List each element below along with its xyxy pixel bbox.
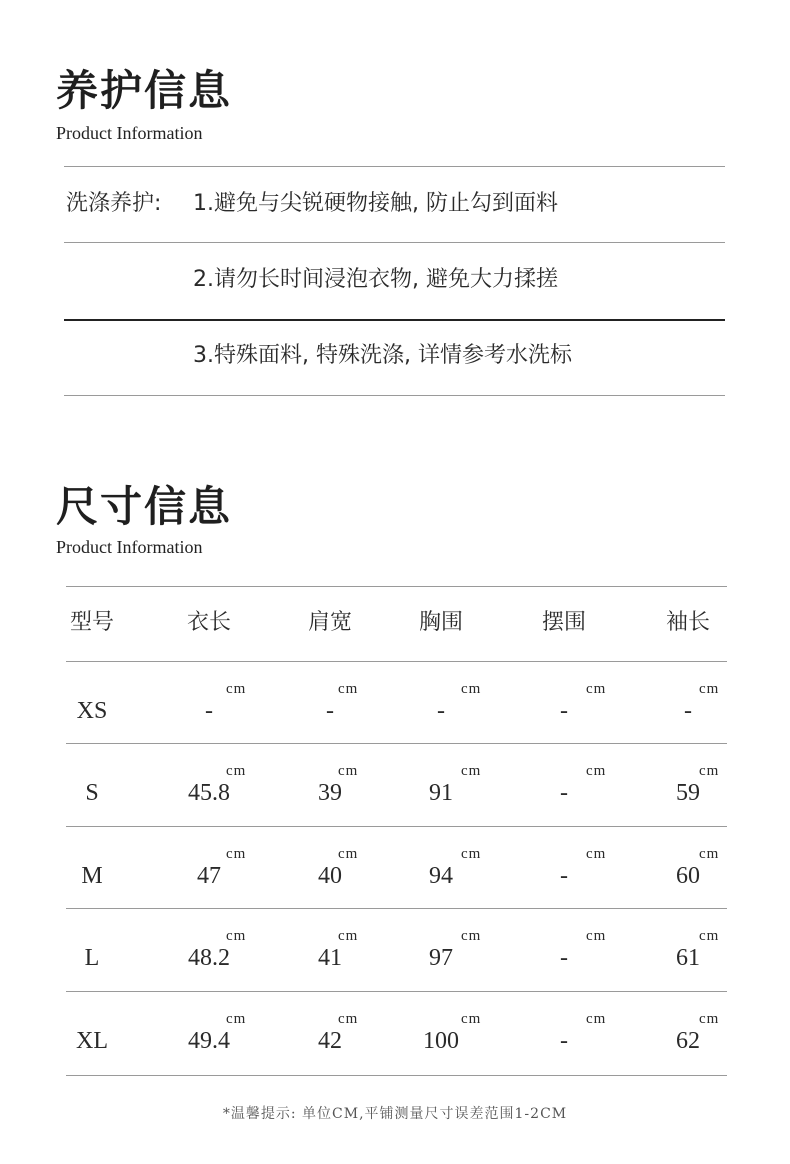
table-value-cell: - (684, 698, 692, 724)
table-value-cell: - (560, 1028, 568, 1054)
table-value-cell: - (560, 698, 568, 724)
table-unit-label: cm (586, 763, 607, 779)
table-unit-label: cm (338, 846, 359, 862)
table-value-cell: 47 (197, 863, 221, 889)
table-unit-label: cm (338, 1011, 359, 1027)
table-value-cell: - (437, 698, 445, 724)
table-size-cell: XS (76, 698, 108, 724)
table-unit-label: cm (461, 846, 482, 862)
table-value-cell: 100 (423, 1028, 459, 1054)
table-value-cell: 59 (676, 780, 700, 806)
care-title: 养护信息 (56, 66, 233, 115)
table-header: 袖长 (665, 610, 710, 635)
table-value-cell: 49.4 (188, 1028, 230, 1054)
table-divider (66, 1075, 727, 1076)
divider (64, 242, 725, 243)
table-unit-label: cm (226, 681, 247, 697)
table-unit-label: cm (338, 763, 359, 779)
table-unit-label: cm (226, 1011, 247, 1027)
divider (64, 166, 725, 167)
care-label: 洗涤养护: (66, 191, 162, 216)
divider (64, 395, 725, 396)
table-unit-label: cm (461, 928, 482, 944)
table-unit-label: cm (586, 1011, 607, 1027)
size-subtitle: Product Information (56, 537, 203, 557)
table-unit-label: cm (586, 928, 607, 944)
table-unit-label: cm (226, 763, 247, 779)
table-unit-label: cm (338, 681, 359, 697)
table-unit-label: cm (586, 681, 607, 697)
table-value-cell: - (205, 698, 213, 724)
care-line-1: 1.避免与尖锐硬物接触, 防止勾到面料 (193, 191, 558, 216)
table-unit-label: cm (699, 681, 720, 697)
table-unit-label: cm (699, 846, 720, 862)
table-unit-label: cm (461, 1011, 482, 1027)
table-unit-label: cm (226, 928, 247, 944)
table-value-cell: 60 (676, 863, 700, 889)
divider (64, 319, 725, 321)
table-value-cell: 62 (676, 1028, 700, 1054)
table-unit-label: cm (461, 763, 482, 779)
table-header: 肩宽 (307, 610, 352, 635)
table-unit-label: cm (338, 928, 359, 944)
table-value-cell: 48.2 (188, 945, 230, 971)
table-value-cell: 97 (429, 945, 453, 971)
table-value-cell: - (560, 945, 568, 971)
table-header: 胸围 (418, 610, 463, 635)
care-line-3: 3.特殊面料, 特殊洗涤, 详情参考水洗标 (193, 343, 572, 368)
table-divider (66, 908, 727, 909)
table-unit-label: cm (699, 928, 720, 944)
table-header: 衣长 (186, 610, 231, 635)
table-header: 型号 (69, 610, 114, 635)
table-value-cell: 61 (676, 945, 700, 971)
table-divider (66, 661, 727, 662)
table-unit-label: cm (699, 763, 720, 779)
table-divider (66, 991, 727, 992)
table-size-cell: XL (76, 1028, 108, 1054)
table-value-cell: 91 (429, 780, 453, 806)
table-divider (66, 826, 727, 827)
table-value-cell: 39 (318, 780, 342, 806)
care-subtitle: Product Information (56, 123, 203, 143)
care-line-2: 2.请勿长时间浸泡衣物, 避免大力揉搓 (193, 267, 558, 292)
table-value-cell: - (326, 698, 334, 724)
table-value-cell: 45.8 (188, 780, 230, 806)
table-size-cell: S (85, 780, 99, 806)
table-value-cell: 94 (429, 863, 453, 889)
table-value-cell: - (560, 863, 568, 889)
table-value-cell: 40 (318, 863, 342, 889)
table-unit-label: cm (461, 681, 482, 697)
table-size-cell: L (84, 945, 100, 971)
table-unit-label: cm (699, 1011, 720, 1027)
size-note: *温馨提示: 单位CM,平铺测量尺寸误差范围1-2CM (222, 1106, 568, 1122)
table-divider (66, 743, 727, 744)
table-value-cell: 42 (318, 1028, 342, 1054)
table-divider (66, 586, 727, 587)
table-unit-label: cm (586, 846, 607, 862)
table-value-cell: 41 (318, 945, 342, 971)
table-value-cell: - (560, 780, 568, 806)
size-title: 尺寸信息 (56, 482, 233, 531)
table-unit-label: cm (226, 846, 247, 862)
table-size-cell: M (81, 863, 103, 889)
table-header: 摆围 (541, 610, 586, 635)
